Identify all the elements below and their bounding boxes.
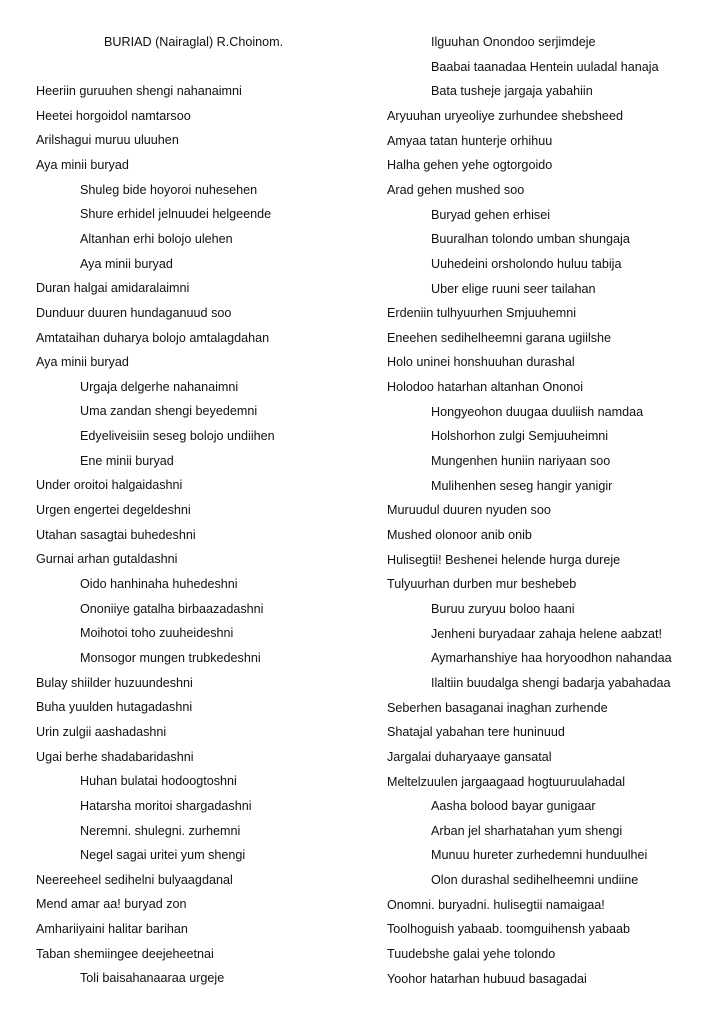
poem-line: Jenheni buryadaar zahaja helene aabzat! xyxy=(431,626,663,641)
poem-line: Hatarsha moritoi shargadashni xyxy=(80,798,252,813)
poem-line: Shuleg bide hoyoroi nuhesehen xyxy=(80,182,258,197)
poem-line: Uma zandan shengi beyedemni xyxy=(80,404,258,419)
poem-line: Baabai taanadaa Hentein uuladal hanaja xyxy=(431,59,659,74)
document-title: BURIAD (Nairaglal) R.Choinom. xyxy=(104,35,284,49)
poem-line: Buha yuulden hutagadashni xyxy=(36,700,193,715)
poem-line: Bata tusheje jargaja yabahiin xyxy=(431,84,593,99)
poem-line: Buuralhan tolondo umban shungaja xyxy=(431,232,630,247)
poem-line: Taban shemiingee deejeheetnai xyxy=(36,946,214,961)
poem-line: Mend amar aa! buryad zon xyxy=(36,897,187,912)
poem-line: Aya minii buryad xyxy=(36,355,129,370)
poem-line: Neereeheel sedihelni bulyaagdanal xyxy=(36,872,233,887)
poem-line: Holodoo hatarhan altanhan Ononoi xyxy=(387,380,584,395)
poem-line: Aryuuhan uryeoliye zurhundee shebsheed xyxy=(387,108,623,123)
poem-line: Hongyeohon duugaa duuliish namdaa xyxy=(431,404,644,419)
poem-line: Negel sagai uritei yum shengi xyxy=(80,848,246,863)
poem-line: Utahan sasagtai buhedeshni xyxy=(36,527,196,542)
poem-line: Ene minii buryad xyxy=(80,453,174,468)
poem-line: Shure erhidel jelnuudei helgeende xyxy=(80,207,272,222)
poem-line: Urin zulgii aashadashni xyxy=(36,724,167,739)
poem-line: Ugai berhe shadabaridashni xyxy=(36,749,194,764)
poem-line: Amyaa tatan hunterje orhihuu xyxy=(387,133,553,148)
poem-line: Dunduur duuren hundaganuud soo xyxy=(36,305,232,320)
poem-line: Holo uninei honshuuhan durashal xyxy=(387,355,575,370)
poem-line: Huhan bulatai hodoogtoshni xyxy=(80,774,237,789)
poem-line: Oido hanhinaha huhedeshni xyxy=(80,577,238,591)
poem-line: Mungenhen huniin nariyaan soo xyxy=(431,454,611,469)
poem-line: Arad gehen mushed soo xyxy=(387,182,525,197)
poem-line: Hulisegtii! Beshenei helende hurga dureje xyxy=(387,552,621,567)
poem-line: Holshorhon zulgi Semjuuheimni xyxy=(431,429,609,444)
poem-line: Mulihenhen seseg hangir yanigir xyxy=(431,478,613,493)
poem-line: Uber elige ruuni seer tailahan xyxy=(431,281,596,296)
poem-line: Urgaja delgerhe nahanaimni xyxy=(80,379,239,394)
poem-line: Ilaltiin buudalga shengi badarja yabahadaa xyxy=(431,675,671,690)
poem-line: Under oroitoi halgaidashni xyxy=(36,478,183,493)
poem-line: Amhariiyaini halitar barihan xyxy=(36,922,188,937)
poem-line: Aya minii buryad xyxy=(36,157,129,172)
poem-line: Heeriin guruuhen shengi nahanaimni xyxy=(36,84,242,98)
poem-line: Heetei horgoidol namtarsoo xyxy=(36,108,191,123)
poem-line: Shatajal yabahan tere huninuud xyxy=(387,725,565,740)
poem-line: Bulay shiilder huzuundeshni xyxy=(36,675,193,690)
poem-line: Halha gehen yehe ogtorgoido xyxy=(387,158,553,173)
poem-line: Arilshagui muruu uluuhen xyxy=(36,133,179,148)
poem-line: Munuu hureter zurhedemni hunduulhei xyxy=(431,848,648,863)
poem-line: Arban jel sharhatahan yum shengi xyxy=(431,823,623,838)
poem-line: Altanhan erhi bolojo ulehen xyxy=(80,231,233,246)
poem-line: Muruudul duuren nyuden soo xyxy=(387,503,551,518)
poem-line: Erdeniin tulhyuurhen Smjuuhemni xyxy=(387,306,577,321)
poem-line: Edyeliveisiin seseg bolojo undiihen xyxy=(80,429,275,444)
poem-line: Urgen engertei degeldeshni xyxy=(36,503,191,518)
poem-line: Tuudebshe galai yehe tolondo xyxy=(387,947,556,962)
poem-line: Yoohor hatarhan hubuud basagadai xyxy=(387,971,587,986)
poem-line: Toli baisahanaaraa urgeje xyxy=(80,971,225,986)
poem-line: Monsogor mungen trubkedeshni xyxy=(80,650,261,665)
poem-line: Duran halgai amidaralaimni xyxy=(36,281,190,296)
poem-line: Toolhoguish yabaab. toomguihensh yabaab xyxy=(387,922,630,937)
poem-line: Buryad gehen erhisei xyxy=(431,207,551,222)
poem-line: Moihotoi toho zuuheideshni xyxy=(80,626,234,641)
poem-line: Olon durashal sedihelheemni undiine xyxy=(431,873,639,888)
poem-line: Neremni. shulegni. zurhemni xyxy=(80,823,241,838)
poem-line: Seberhen basaganai inaghan zurhende xyxy=(387,700,608,715)
poem-line: Aasha bolood bayar gunigaar xyxy=(431,799,596,814)
poem-line: Tulyuurhan durben mur beshebeb xyxy=(387,577,577,592)
poem-line: Ononiiye gatalha birbaazadashni xyxy=(80,601,264,616)
poem-line: Gurnai arhan gutaldashni xyxy=(36,552,178,567)
poem-line: Eneehen sedihelheemni garana ugiilshe xyxy=(387,330,612,345)
poem-line: Aymarhanshiye haa horyoodhon nahandaa xyxy=(431,651,672,666)
poem-line: Aya minii buryad xyxy=(80,256,173,271)
poem-line: Uuhedeini orsholondo huluu tabija xyxy=(431,256,622,271)
poem-line: Ilguuhan Onondoo serjimdeje xyxy=(431,35,596,49)
poem-line: Buruu zuryuu boloo haani xyxy=(431,601,575,616)
poem-line: Meltelzuulen jargaagaad hogtuuruulahadal xyxy=(387,774,626,789)
poem-line: Amtataihan duharya bolojo amtalagdahan xyxy=(36,330,270,345)
poem-line: Onomni. buryadni. hulisegtii namaigaa! xyxy=(387,897,605,912)
poem-line: Mushed olonoor anib onib xyxy=(387,528,532,542)
poem-line: Jargalai duharyaaye gansatal xyxy=(387,749,552,764)
